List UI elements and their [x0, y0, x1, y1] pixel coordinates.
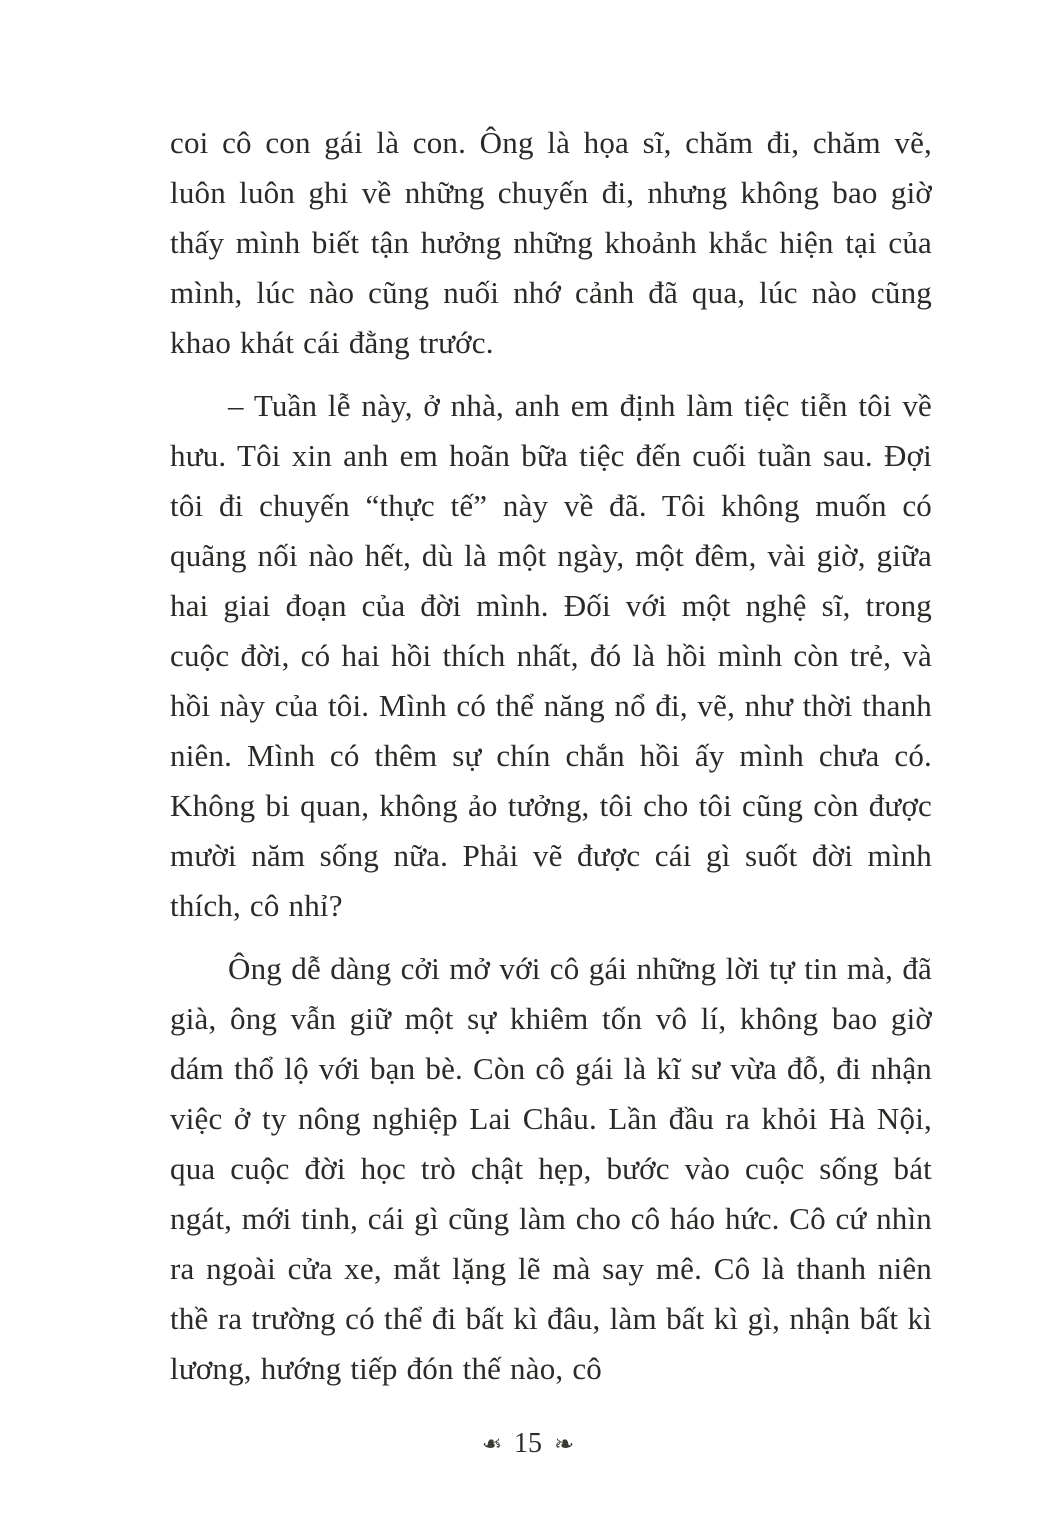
paragraph-3: Ông dễ dàng cởi mở với cô gái những lời tự tin mà, đã già, ông vẫn giữ một sự khiêm tốn vô lí, không bao giờ dám thổ lộ với bạn bè. Còn cô gái là kĩ sư vừa đỗ, đi nhận việc ở ty nông nghiệp Lai Châu. Lần đầu ra khỏi Hà Nội, qua cuộc đời học trò chật hẹp, bước vào cuộc sống bát ngát, mới tinh, cái gì cũng làm cho cô háo hức. Cô cứ nhìn ra ngoài cửa xe, mắt lặng lẽ mà say mê. Cô là thanh niên thề ra trường có thể đi bất kì đâu, làm bất kì gì, nhận bất kì lương, hướng tiếp đón thế nào, cô: [170, 951, 932, 1386]
page-footer: [0, 1430, 1056, 1458]
paragraph-2: – Tuần lễ này, ở nhà, anh em định làm tiệc tiễn tôi về hưu. Tôi xin anh em hoãn bữa tiệc đến cuối tuần sau. Đợi tôi đi chuyến “thực tế” này về đã. Tôi không muốn có quãng nối nào hết, dù là một ngày, một đêm, vài giờ, giữa hai giai đoạn của đời mình. Đối với một nghệ sĩ, trong cuộc đời, có hai hồi thích nhất, đó là hồi mình còn trẻ, và hồi này của tôi. Mình có thể năng nổ đi, vẽ, như thời thanh niên. Mình có thêm sự chín chắn hồi ấy mình chưa có. Không bi quan, không ảo tưởng, tôi cho tôi cũng còn được mười năm sống nữa. Phải vẽ được cái gì suốt đời mình thích, cô nhỉ?: [170, 388, 932, 923]
fleuron-left-icon: ❧: [481, 1430, 502, 1458]
page-text: [170, 118, 932, 1407]
page-number: 15: [514, 1428, 542, 1459]
fleuron-right-icon: ❧: [554, 1430, 575, 1458]
paragraph-1: coi cô con gái là con. Ông là họa sĩ, chăm đi, chăm vẽ, luôn luôn ghi về những chuyến đi, nhưng không bao giờ thấy mình biết tận hưởng những khoảnh khắc hiện tại của mình, lúc nào cũng nuối nhớ cảnh đã qua, lúc nào cũng khao khát cái đằng trước.: [170, 125, 932, 360]
